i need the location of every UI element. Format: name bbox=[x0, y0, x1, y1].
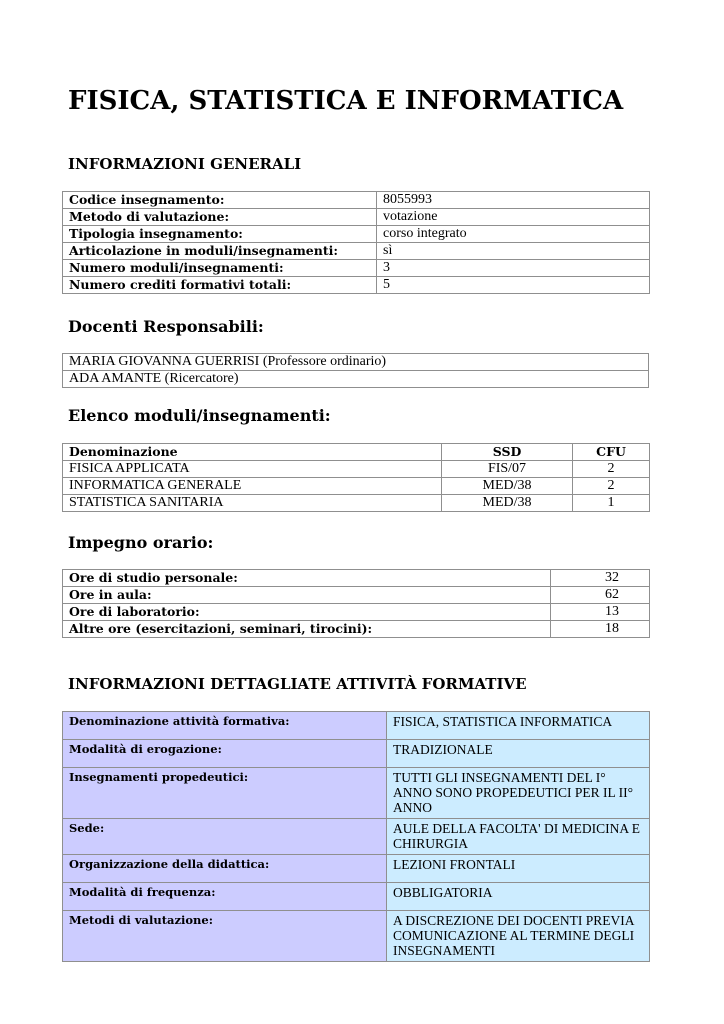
dettaglio-value: OBBLIGATORIA bbox=[387, 883, 650, 911]
column-header: CFU bbox=[573, 444, 650, 461]
table-row bbox=[63, 192, 650, 209]
modulo-ssd: MED/38 bbox=[442, 495, 573, 512]
table-row bbox=[63, 587, 650, 604]
general-label: Numero crediti formativi totali: bbox=[63, 277, 377, 294]
dettaglio-label: Sede: bbox=[63, 819, 387, 855]
table-row bbox=[63, 478, 650, 495]
table-row bbox=[63, 883, 650, 911]
table-row bbox=[63, 354, 649, 371]
table-row bbox=[63, 604, 650, 621]
docenti-table bbox=[62, 353, 649, 388]
table-row bbox=[63, 819, 650, 855]
modulo-ssd: FIS/07 bbox=[442, 461, 573, 478]
general-label: Articolazione in moduli/insegnamenti: bbox=[63, 243, 377, 260]
table-row bbox=[63, 495, 650, 512]
table-row bbox=[63, 712, 650, 740]
dettaglio-label: Modalità di frequenza: bbox=[63, 883, 387, 911]
impegno-label: Ore di laboratorio: bbox=[63, 604, 551, 621]
general-value: 3 bbox=[377, 260, 650, 277]
dettaglio-value: LEZIONI FRONTALI bbox=[387, 855, 650, 883]
modulo-name: FISICA APPLICATA bbox=[63, 461, 442, 478]
dettaglio-value: AULE DELLA FACOLTA' DI MEDICINA E CHIRURGIA bbox=[387, 819, 650, 855]
table-row bbox=[63, 570, 650, 587]
dettaglio-label: Organizzazione della didattica: bbox=[63, 855, 387, 883]
dettaglio-heading: INFORMAZIONI DETTAGLIATE ATTIVITÀ FORMATIVE bbox=[68, 675, 527, 693]
dettaglio-value: TUTTI GLI INSEGNAMENTI DEL I° ANNO SONO PROPEDEUTICI PER IL II° ANNO bbox=[387, 768, 650, 819]
modulo-name: INFORMATICA GENERALE bbox=[63, 478, 442, 495]
general-value: 5 bbox=[377, 277, 650, 294]
docente-name: MARIA GIOVANNA GUERRISI (Professore ordinario) bbox=[63, 354, 649, 371]
impegno-table bbox=[62, 569, 650, 638]
impegno-label: Altre ore (esercitazioni, seminari, tirocini): bbox=[63, 621, 551, 638]
modulo-ssd: MED/38 bbox=[442, 478, 573, 495]
moduli-heading: Elenco moduli/insegnamenti: bbox=[68, 406, 331, 425]
modulo-cfu: 2 bbox=[573, 461, 650, 478]
table-row bbox=[63, 209, 650, 226]
modulo-name: STATISTICA SANITARIA bbox=[63, 495, 442, 512]
docente-name: ADA AMANTE (Ricercatore) bbox=[63, 371, 649, 388]
table-row bbox=[63, 855, 650, 883]
general-label: Tipologia insegnamento: bbox=[63, 226, 377, 243]
table-row bbox=[63, 461, 650, 478]
dettaglio-table bbox=[62, 711, 650, 962]
general-value: corso integrato bbox=[377, 226, 650, 243]
dettaglio-value: TRADIZIONALE bbox=[387, 740, 650, 768]
general-label: Codice insegnamento: bbox=[63, 192, 377, 209]
dettaglio-value: A DISCREZIONE DEI DOCENTI PREVIA COMUNICAZIONE AL TERMINE DEGLI INSEGNAMENTI bbox=[387, 911, 650, 962]
general-info-table bbox=[62, 191, 650, 294]
table-row bbox=[63, 621, 650, 638]
impegno-value: 32 bbox=[551, 570, 650, 587]
table-row bbox=[63, 371, 649, 388]
impegno-value: 13 bbox=[551, 604, 650, 621]
impegno-value: 62 bbox=[551, 587, 650, 604]
table-row bbox=[63, 226, 650, 243]
table-row bbox=[63, 911, 650, 962]
impegno-value: 18 bbox=[551, 621, 650, 638]
impegno-label: Ore di studio personale: bbox=[63, 570, 551, 587]
general-label: Numero moduli/insegnamenti: bbox=[63, 260, 377, 277]
general-value: 8055993 bbox=[377, 192, 650, 209]
impegno-heading: Impegno orario: bbox=[68, 533, 214, 552]
general-label: Metodo di valutazione: bbox=[63, 209, 377, 226]
table-row bbox=[63, 768, 650, 819]
column-header: Denominazione bbox=[63, 444, 442, 461]
impegno-label: Ore in aula: bbox=[63, 587, 551, 604]
table-row bbox=[63, 243, 650, 260]
table-row bbox=[63, 740, 650, 768]
dettaglio-value: FISICA, STATISTICA INFORMATICA bbox=[387, 712, 650, 740]
document-title: FISICA, STATISTICA E INFORMATICA bbox=[68, 86, 624, 116]
column-header: SSD bbox=[442, 444, 573, 461]
dettaglio-label: Denominazione attività formativa: bbox=[63, 712, 387, 740]
general-value: votazione bbox=[377, 209, 650, 226]
dettaglio-label: Metodi di valutazione: bbox=[63, 911, 387, 962]
dettaglio-label: Insegnamenti propedeutici: bbox=[63, 768, 387, 819]
table-header-row bbox=[63, 444, 650, 461]
table-row bbox=[63, 277, 650, 294]
docenti-heading: Docenti Responsabili: bbox=[68, 317, 264, 336]
moduli-table bbox=[62, 443, 650, 512]
general-value: sì bbox=[377, 243, 650, 260]
general-info-heading: INFORMAZIONI GENERALI bbox=[68, 155, 302, 173]
modulo-cfu: 2 bbox=[573, 478, 650, 495]
table-row bbox=[63, 260, 650, 277]
dettaglio-label: Modalità di erogazione: bbox=[63, 740, 387, 768]
modulo-cfu: 1 bbox=[573, 495, 650, 512]
